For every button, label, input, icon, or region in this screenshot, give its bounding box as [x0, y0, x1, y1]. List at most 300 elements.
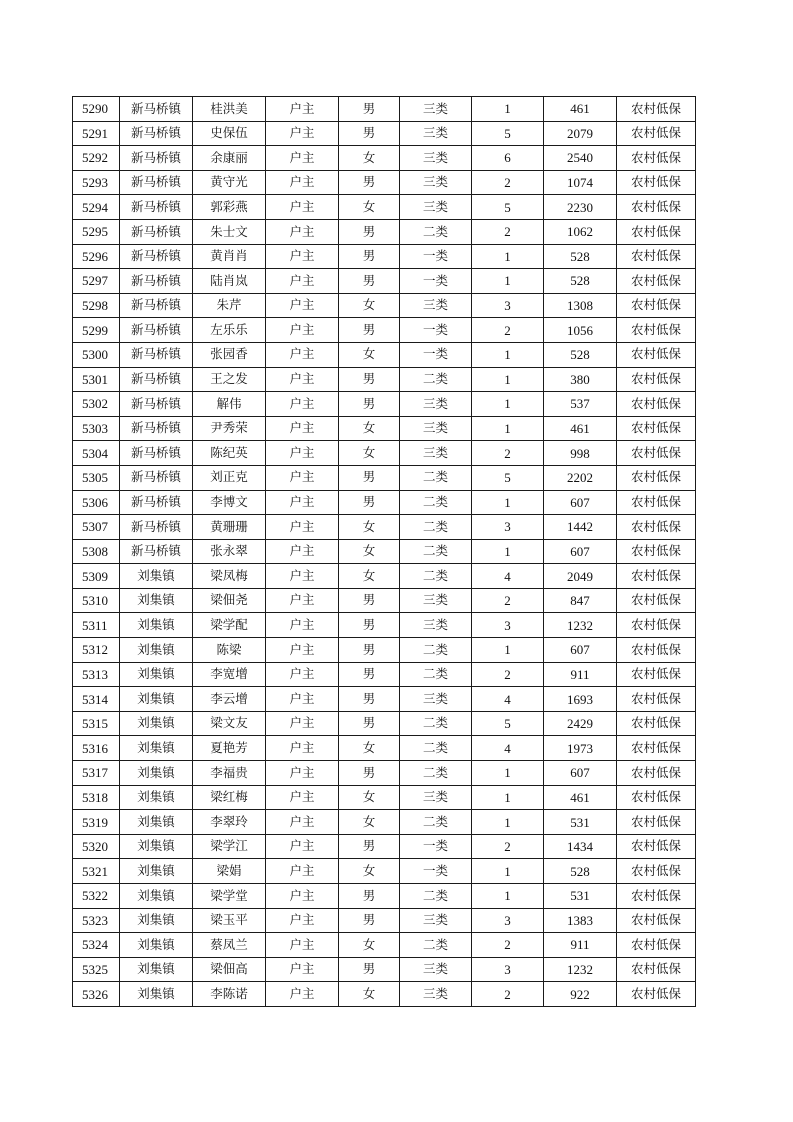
- cell-id: 5314: [73, 687, 120, 712]
- cell-household-count: 1: [472, 416, 544, 441]
- cell-town: 新马桥镇: [120, 269, 193, 294]
- cell-household-count: 2: [472, 834, 544, 859]
- cell-town: 新马桥镇: [120, 146, 193, 171]
- cell-id: 5298: [73, 293, 120, 318]
- cell-name: 梁玉平: [193, 908, 266, 933]
- cell-household-count: 1: [472, 490, 544, 515]
- cell-gender: 女: [339, 933, 400, 958]
- cell-relation: 户主: [266, 736, 339, 761]
- cell-amount: 2230: [544, 195, 617, 220]
- cell-id: 5299: [73, 318, 120, 343]
- cell-assistance-type: 农村低保: [617, 638, 696, 663]
- cell-name: 朱芹: [193, 293, 266, 318]
- cell-town: 刘集镇: [120, 933, 193, 958]
- cell-assistance-type: 农村低保: [617, 367, 696, 392]
- cell-relation: 户主: [266, 908, 339, 933]
- cell-gender: 男: [339, 588, 400, 613]
- cell-household-count: 1: [472, 269, 544, 294]
- cell-category: 三类: [400, 588, 472, 613]
- cell-relation: 户主: [266, 810, 339, 835]
- cell-gender: 男: [339, 465, 400, 490]
- cell-name: 李福贵: [193, 761, 266, 786]
- cell-relation: 户主: [266, 392, 339, 417]
- cell-assistance-type: 农村低保: [617, 465, 696, 490]
- cell-amount: 528: [544, 269, 617, 294]
- cell-amount: 461: [544, 97, 617, 122]
- table-row: [73, 490, 696, 515]
- cell-name: 李云增: [193, 687, 266, 712]
- cell-gender: 女: [339, 810, 400, 835]
- cell-gender: 男: [339, 392, 400, 417]
- table-row: [73, 810, 696, 835]
- cell-assistance-type: 农村低保: [617, 810, 696, 835]
- cell-amount: 1074: [544, 170, 617, 195]
- cell-category: 一类: [400, 244, 472, 269]
- cell-town: 刘集镇: [120, 736, 193, 761]
- cell-town: 新马桥镇: [120, 97, 193, 122]
- cell-id: 5326: [73, 982, 120, 1007]
- cell-town: 刘集镇: [120, 884, 193, 909]
- cell-amount: 922: [544, 982, 617, 1007]
- cell-name: 张永翠: [193, 539, 266, 564]
- cell-assistance-type: 农村低保: [617, 884, 696, 909]
- cell-assistance-type: 农村低保: [617, 711, 696, 736]
- cell-name: 梁学江: [193, 834, 266, 859]
- cell-town: 刘集镇: [120, 588, 193, 613]
- cell-town: 新马桥镇: [120, 392, 193, 417]
- cell-name: 郭彩燕: [193, 195, 266, 220]
- cell-town: 刘集镇: [120, 711, 193, 736]
- cell-amount: 847: [544, 588, 617, 613]
- cell-amount: 2049: [544, 564, 617, 589]
- table-row: [73, 244, 696, 269]
- cell-household-count: 1: [472, 392, 544, 417]
- cell-name: 朱士文: [193, 219, 266, 244]
- cell-household-count: 1: [472, 244, 544, 269]
- cell-name: 梁红梅: [193, 785, 266, 810]
- table-row: [73, 859, 696, 884]
- cell-name: 史保伍: [193, 121, 266, 146]
- cell-assistance-type: 农村低保: [617, 613, 696, 638]
- cell-household-count: 2: [472, 933, 544, 958]
- cell-amount: 607: [544, 490, 617, 515]
- cell-household-count: 2: [472, 318, 544, 343]
- cell-relation: 户主: [266, 441, 339, 466]
- cell-gender: 男: [339, 687, 400, 712]
- cell-household-count: 5: [472, 121, 544, 146]
- cell-relation: 户主: [266, 638, 339, 663]
- table-row: [73, 539, 696, 564]
- cell-relation: 户主: [266, 219, 339, 244]
- cell-name: 李宽增: [193, 662, 266, 687]
- cell-amount: 1693: [544, 687, 617, 712]
- cell-amount: 461: [544, 785, 617, 810]
- cell-town: 新马桥镇: [120, 195, 193, 220]
- cell-relation: 户主: [266, 416, 339, 441]
- cell-gender: 男: [339, 170, 400, 195]
- cell-town: 刘集镇: [120, 957, 193, 982]
- cell-amount: 528: [544, 342, 617, 367]
- cell-assistance-type: 农村低保: [617, 146, 696, 171]
- cell-gender: 男: [339, 269, 400, 294]
- cell-category: 二类: [400, 219, 472, 244]
- cell-amount: 537: [544, 392, 617, 417]
- cell-relation: 户主: [266, 564, 339, 589]
- cell-town: 刘集镇: [120, 662, 193, 687]
- cell-town: 新马桥镇: [120, 539, 193, 564]
- cell-assistance-type: 农村低保: [617, 121, 696, 146]
- cell-id: 5302: [73, 392, 120, 417]
- cell-id: 5290: [73, 97, 120, 122]
- cell-gender: 男: [339, 908, 400, 933]
- cell-id: 5306: [73, 490, 120, 515]
- table-row: [73, 982, 696, 1007]
- cell-name: 梁娟: [193, 859, 266, 884]
- cell-gender: 男: [339, 318, 400, 343]
- cell-assistance-type: 农村低保: [617, 933, 696, 958]
- cell-name: 梁学堂: [193, 884, 266, 909]
- cell-id: 5297: [73, 269, 120, 294]
- cell-assistance-type: 农村低保: [617, 859, 696, 884]
- cell-assistance-type: 农村低保: [617, 982, 696, 1007]
- cell-town: 新马桥镇: [120, 293, 193, 318]
- cell-gender: 男: [339, 761, 400, 786]
- table-row: [73, 121, 696, 146]
- cell-household-count: 3: [472, 515, 544, 540]
- cell-id: 5310: [73, 588, 120, 613]
- cell-relation: 户主: [266, 588, 339, 613]
- table-body: [73, 97, 696, 1007]
- table-row: [73, 219, 696, 244]
- cell-household-count: 2: [472, 170, 544, 195]
- table-row: [73, 908, 696, 933]
- cell-id: 5296: [73, 244, 120, 269]
- cell-name: 蔡凤兰: [193, 933, 266, 958]
- cell-id: 5305: [73, 465, 120, 490]
- cell-category: 二类: [400, 564, 472, 589]
- cell-id: 5316: [73, 736, 120, 761]
- table-row: [73, 146, 696, 171]
- cell-relation: 户主: [266, 244, 339, 269]
- cell-gender: 女: [339, 515, 400, 540]
- cell-category: 二类: [400, 884, 472, 909]
- cell-assistance-type: 农村低保: [617, 195, 696, 220]
- cell-town: 新马桥镇: [120, 318, 193, 343]
- table-row: [73, 736, 696, 761]
- cell-gender: 女: [339, 441, 400, 466]
- cell-category: 二类: [400, 465, 472, 490]
- cell-relation: 户主: [266, 785, 339, 810]
- cell-category: 三类: [400, 908, 472, 933]
- cell-gender: 女: [339, 146, 400, 171]
- table-row: [73, 170, 696, 195]
- cell-household-count: 1: [472, 638, 544, 663]
- cell-name: 梁佃高: [193, 957, 266, 982]
- cell-household-count: 3: [472, 957, 544, 982]
- cell-assistance-type: 农村低保: [617, 293, 696, 318]
- cell-id: 5291: [73, 121, 120, 146]
- table-row: [73, 318, 696, 343]
- table-row: [73, 933, 696, 958]
- cell-household-count: 6: [472, 146, 544, 171]
- cell-category: 三类: [400, 416, 472, 441]
- cell-assistance-type: 农村低保: [617, 392, 696, 417]
- cell-name: 李陈诺: [193, 982, 266, 1007]
- cell-id: 5303: [73, 416, 120, 441]
- cell-gender: 男: [339, 367, 400, 392]
- table-row: [73, 97, 696, 122]
- cell-assistance-type: 农村低保: [617, 957, 696, 982]
- table-row: [73, 761, 696, 786]
- cell-id: 5321: [73, 859, 120, 884]
- cell-assistance-type: 农村低保: [617, 515, 696, 540]
- cell-gender: 女: [339, 539, 400, 564]
- cell-town: 刘集镇: [120, 810, 193, 835]
- cell-assistance-type: 农村低保: [617, 785, 696, 810]
- cell-household-count: 5: [472, 195, 544, 220]
- cell-gender: 女: [339, 785, 400, 810]
- table-row: [73, 367, 696, 392]
- cell-id: 5319: [73, 810, 120, 835]
- cell-relation: 户主: [266, 982, 339, 1007]
- cell-gender: 男: [339, 834, 400, 859]
- cell-category: 二类: [400, 490, 472, 515]
- table-row: [73, 613, 696, 638]
- cell-id: 5312: [73, 638, 120, 663]
- cell-amount: 1442: [544, 515, 617, 540]
- cell-household-count: 2: [472, 441, 544, 466]
- cell-id: 5301: [73, 367, 120, 392]
- cell-amount: 531: [544, 884, 617, 909]
- cell-town: 刘集镇: [120, 859, 193, 884]
- cell-amount: 998: [544, 441, 617, 466]
- cell-category: 一类: [400, 318, 472, 343]
- cell-category: 三类: [400, 170, 472, 195]
- cell-category: 一类: [400, 834, 472, 859]
- table-row: [73, 342, 696, 367]
- cell-id: 5308: [73, 539, 120, 564]
- cell-gender: 男: [339, 711, 400, 736]
- cell-category: 三类: [400, 785, 472, 810]
- cell-category: 三类: [400, 121, 472, 146]
- cell-assistance-type: 农村低保: [617, 219, 696, 244]
- cell-id: 5325: [73, 957, 120, 982]
- cell-category: 三类: [400, 195, 472, 220]
- cell-gender: 女: [339, 736, 400, 761]
- cell-gender: 女: [339, 195, 400, 220]
- cell-town: 新马桥镇: [120, 515, 193, 540]
- cell-category: 二类: [400, 761, 472, 786]
- cell-town: 刘集镇: [120, 687, 193, 712]
- cell-name: 李翠玲: [193, 810, 266, 835]
- cell-id: 5313: [73, 662, 120, 687]
- table-row: [73, 834, 696, 859]
- cell-name: 陈纪英: [193, 441, 266, 466]
- cell-town: 新马桥镇: [120, 342, 193, 367]
- cell-name: 张园香: [193, 342, 266, 367]
- cell-amount: 528: [544, 859, 617, 884]
- cell-name: 梁凤梅: [193, 564, 266, 589]
- cell-assistance-type: 农村低保: [617, 761, 696, 786]
- cell-name: 梁文友: [193, 711, 266, 736]
- cell-household-count: 4: [472, 736, 544, 761]
- cell-id: 5315: [73, 711, 120, 736]
- cell-household-count: 1: [472, 97, 544, 122]
- cell-town: 刘集镇: [120, 613, 193, 638]
- cell-name: 解伟: [193, 392, 266, 417]
- cell-household-count: 2: [472, 662, 544, 687]
- cell-town: 新马桥镇: [120, 490, 193, 515]
- cell-assistance-type: 农村低保: [617, 736, 696, 761]
- cell-name: 王之发: [193, 367, 266, 392]
- cell-amount: 607: [544, 539, 617, 564]
- cell-relation: 户主: [266, 834, 339, 859]
- cell-assistance-type: 农村低保: [617, 588, 696, 613]
- cell-assistance-type: 农村低保: [617, 97, 696, 122]
- cell-gender: 男: [339, 121, 400, 146]
- table-row: [73, 416, 696, 441]
- cell-name: 桂洪美: [193, 97, 266, 122]
- cell-id: 5304: [73, 441, 120, 466]
- cell-amount: 461: [544, 416, 617, 441]
- cell-name: 黄珊珊: [193, 515, 266, 540]
- cell-name: 刘正克: [193, 465, 266, 490]
- cell-relation: 户主: [266, 761, 339, 786]
- cell-name: 陆肖岚: [193, 269, 266, 294]
- cell-name: 黄守光: [193, 170, 266, 195]
- cell-category: 一类: [400, 342, 472, 367]
- table-row: [73, 884, 696, 909]
- cell-amount: 531: [544, 810, 617, 835]
- cell-assistance-type: 农村低保: [617, 269, 696, 294]
- cell-category: 二类: [400, 810, 472, 835]
- cell-household-count: 5: [472, 465, 544, 490]
- cell-household-count: 3: [472, 908, 544, 933]
- table-row: [73, 687, 696, 712]
- cell-id: 5324: [73, 933, 120, 958]
- cell-gender: 男: [339, 613, 400, 638]
- cell-relation: 户主: [266, 711, 339, 736]
- cell-category: 二类: [400, 638, 472, 663]
- cell-name: 陈梁: [193, 638, 266, 663]
- cell-id: 5300: [73, 342, 120, 367]
- cell-name: 余康丽: [193, 146, 266, 171]
- cell-relation: 户主: [266, 884, 339, 909]
- cell-household-count: 2: [472, 588, 544, 613]
- cell-household-count: 2: [472, 219, 544, 244]
- cell-id: 5318: [73, 785, 120, 810]
- cell-assistance-type: 农村低保: [617, 318, 696, 343]
- cell-category: 三类: [400, 613, 472, 638]
- table-row: [73, 662, 696, 687]
- cell-assistance-type: 农村低保: [617, 908, 696, 933]
- cell-relation: 户主: [266, 146, 339, 171]
- cell-town: 新马桥镇: [120, 219, 193, 244]
- cell-amount: 2079: [544, 121, 617, 146]
- table-row: [73, 441, 696, 466]
- cell-assistance-type: 农村低保: [617, 834, 696, 859]
- cell-household-count: 1: [472, 859, 544, 884]
- cell-gender: 男: [339, 638, 400, 663]
- cell-relation: 户主: [266, 97, 339, 122]
- cell-amount: 1308: [544, 293, 617, 318]
- cell-amount: 528: [544, 244, 617, 269]
- cell-gender: 女: [339, 342, 400, 367]
- cell-gender: 男: [339, 244, 400, 269]
- cell-name: 梁佃尧: [193, 588, 266, 613]
- cell-town: 刘集镇: [120, 908, 193, 933]
- cell-category: 二类: [400, 539, 472, 564]
- cell-assistance-type: 农村低保: [617, 490, 696, 515]
- cell-gender: 女: [339, 859, 400, 884]
- cell-id: 5293: [73, 170, 120, 195]
- cell-gender: 女: [339, 293, 400, 318]
- table-row: [73, 392, 696, 417]
- cell-assistance-type: 农村低保: [617, 416, 696, 441]
- table-row: [73, 515, 696, 540]
- cell-amount: 1434: [544, 834, 617, 859]
- cell-id: 5323: [73, 908, 120, 933]
- cell-id: 5307: [73, 515, 120, 540]
- cell-household-count: 1: [472, 342, 544, 367]
- cell-name: 李博文: [193, 490, 266, 515]
- cell-name: 黄肖肖: [193, 244, 266, 269]
- cell-relation: 户主: [266, 269, 339, 294]
- cell-relation: 户主: [266, 465, 339, 490]
- beneficiary-table: [72, 96, 696, 1007]
- cell-relation: 户主: [266, 859, 339, 884]
- cell-relation: 户主: [266, 539, 339, 564]
- cell-amount: 1973: [544, 736, 617, 761]
- cell-household-count: 3: [472, 613, 544, 638]
- cell-town: 新马桥镇: [120, 244, 193, 269]
- cell-town: 新马桥镇: [120, 465, 193, 490]
- cell-assistance-type: 农村低保: [617, 564, 696, 589]
- cell-amount: 1056: [544, 318, 617, 343]
- cell-amount: 911: [544, 662, 617, 687]
- cell-amount: 1062: [544, 219, 617, 244]
- cell-category: 二类: [400, 736, 472, 761]
- cell-id: 5294: [73, 195, 120, 220]
- table-row: [73, 465, 696, 490]
- cell-gender: 男: [339, 97, 400, 122]
- cell-relation: 户主: [266, 318, 339, 343]
- cell-relation: 户主: [266, 342, 339, 367]
- cell-household-count: 1: [472, 539, 544, 564]
- cell-name: 左乐乐: [193, 318, 266, 343]
- cell-relation: 户主: [266, 957, 339, 982]
- cell-household-count: 2: [472, 982, 544, 1007]
- cell-category: 二类: [400, 662, 472, 687]
- cell-relation: 户主: [266, 687, 339, 712]
- cell-id: 5292: [73, 146, 120, 171]
- cell-category: 三类: [400, 982, 472, 1007]
- table-row: [73, 638, 696, 663]
- cell-assistance-type: 农村低保: [617, 662, 696, 687]
- cell-relation: 户主: [266, 170, 339, 195]
- cell-id: 5295: [73, 219, 120, 244]
- cell-town: 新马桥镇: [120, 416, 193, 441]
- cell-household-count: 1: [472, 810, 544, 835]
- cell-name: 夏艳芳: [193, 736, 266, 761]
- cell-amount: 380: [544, 367, 617, 392]
- cell-assistance-type: 农村低保: [617, 170, 696, 195]
- cell-relation: 户主: [266, 367, 339, 392]
- table-row: [73, 195, 696, 220]
- cell-town: 新马桥镇: [120, 367, 193, 392]
- cell-amount: 1383: [544, 908, 617, 933]
- cell-name: 梁学配: [193, 613, 266, 638]
